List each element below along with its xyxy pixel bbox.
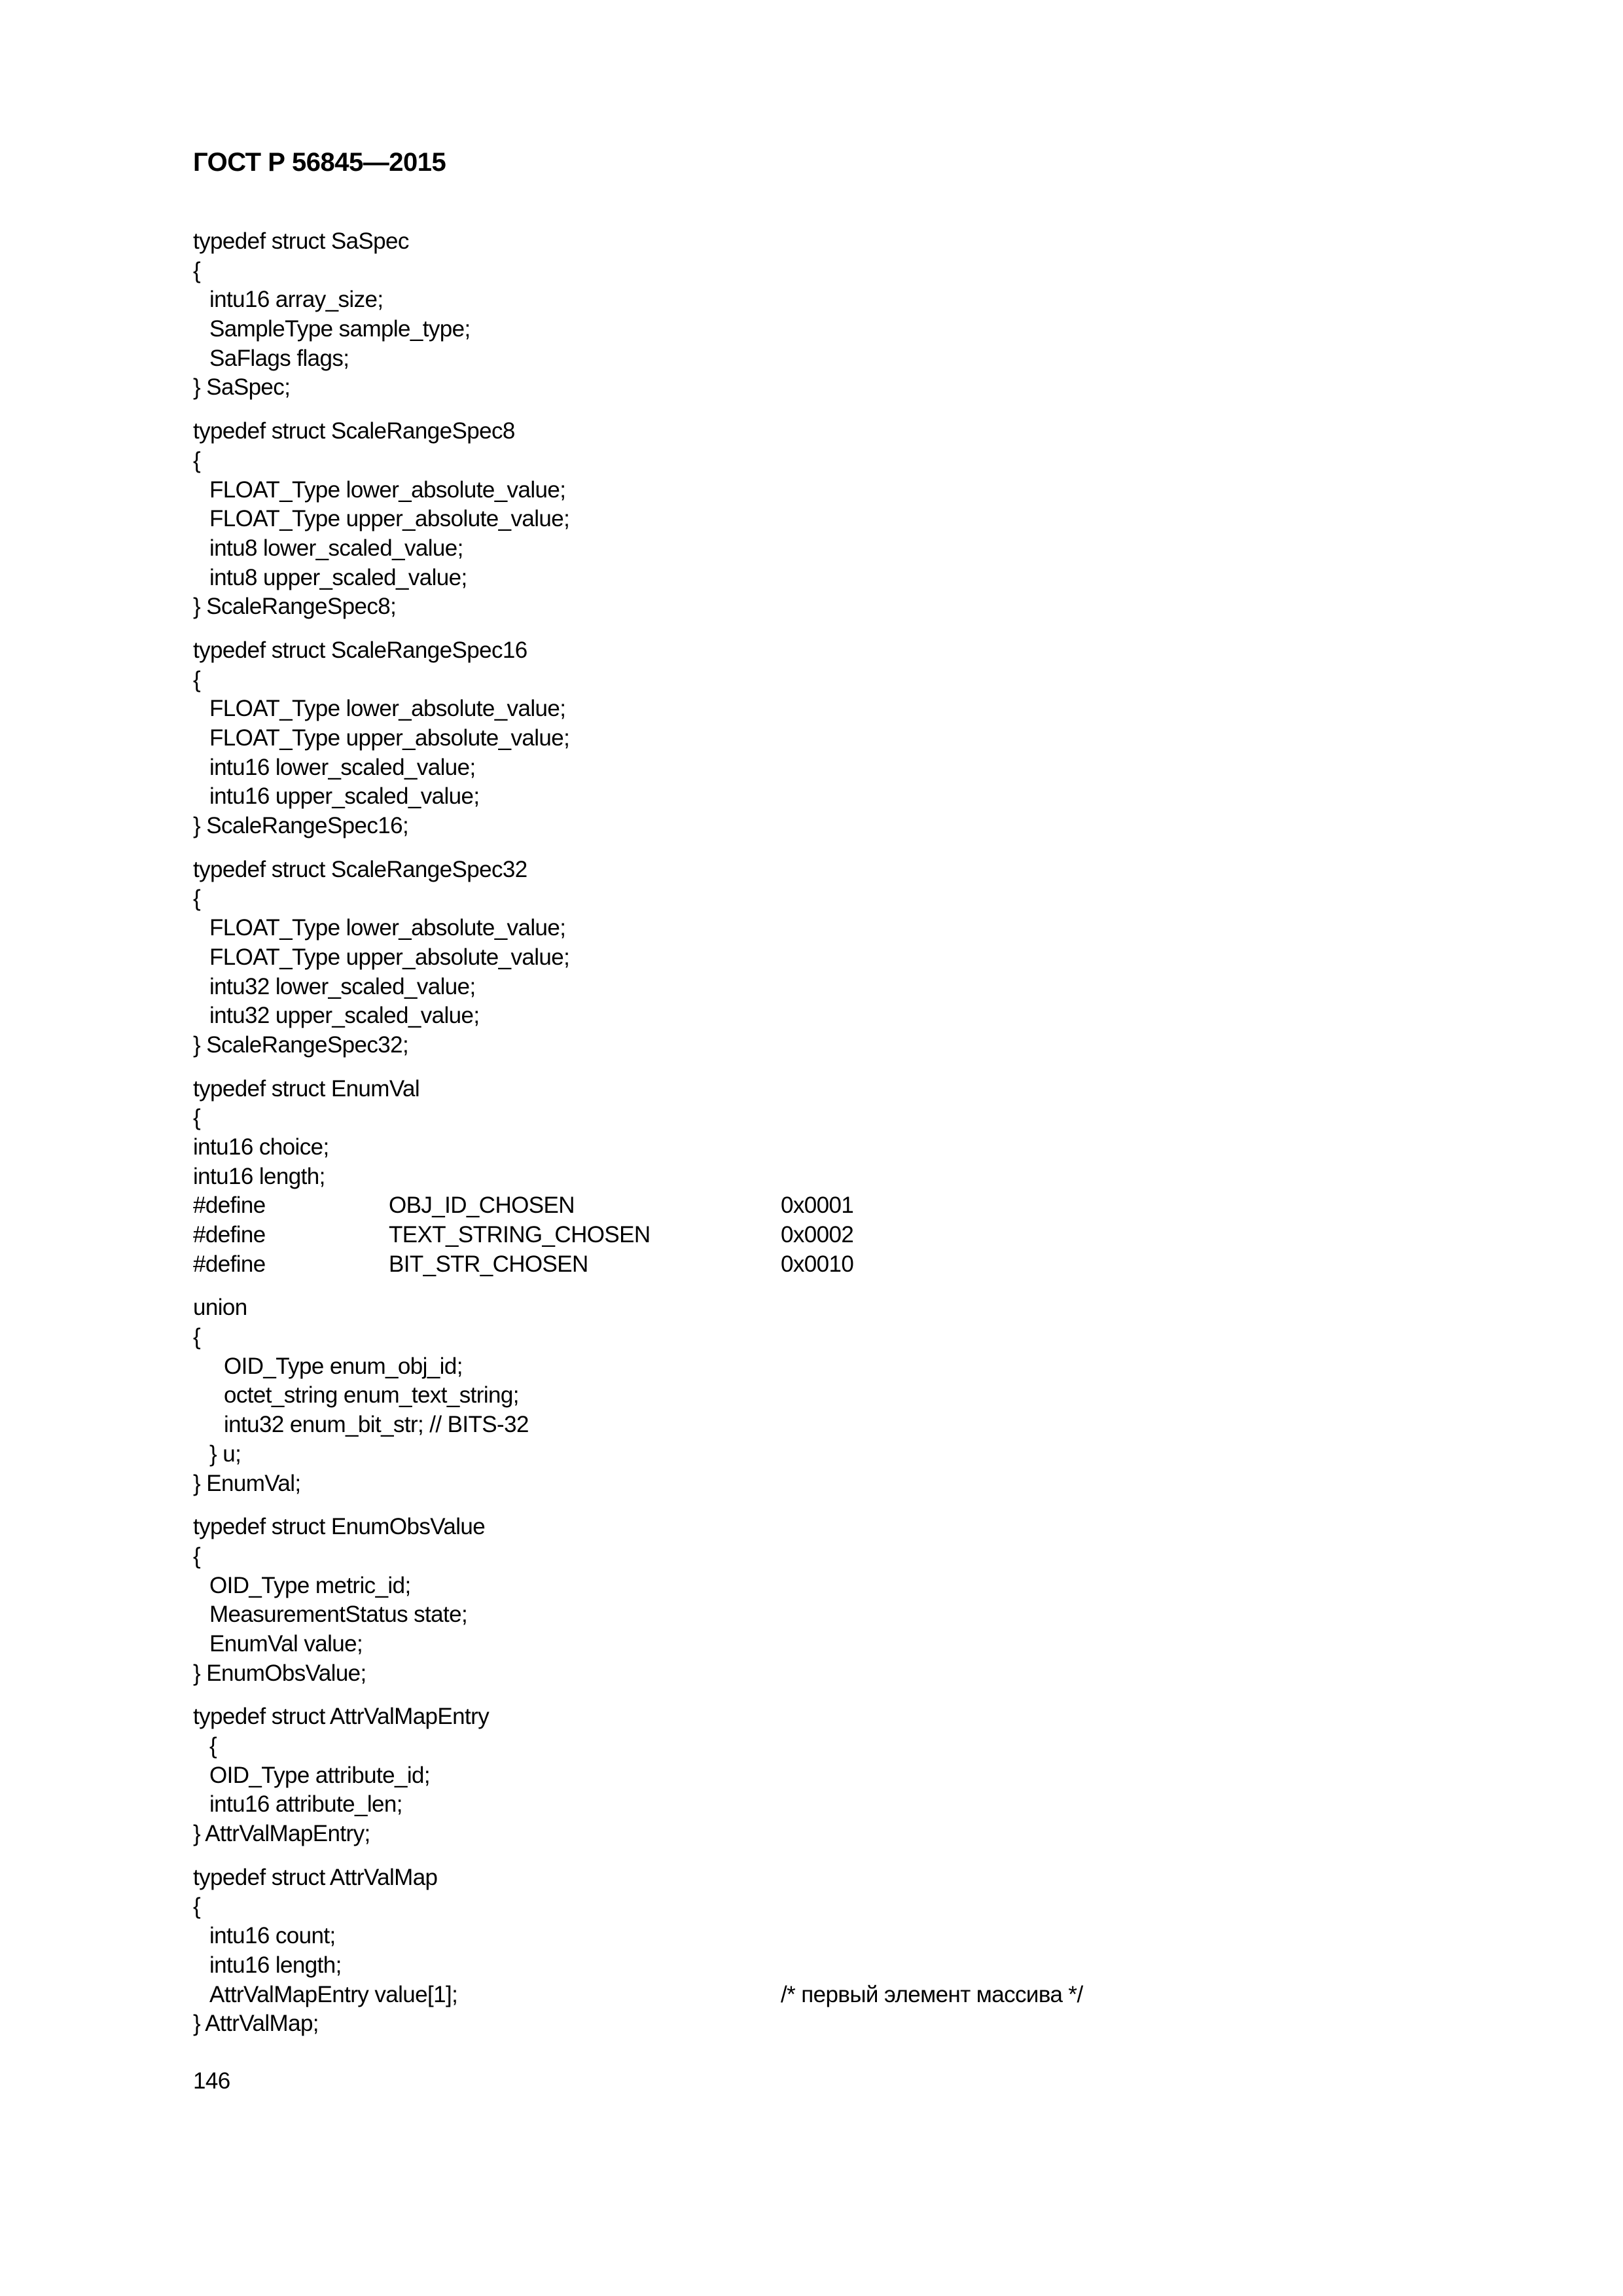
code-text: intu16 array_size;	[209, 287, 383, 313]
code-line	[193, 694, 569, 724]
code-line	[193, 884, 569, 914]
code-line	[193, 1410, 569, 1440]
code-line	[193, 1381, 569, 1410]
define-name: BIT_STR_CHOSEN	[389, 1251, 588, 1277]
code-block	[193, 417, 569, 622]
code-text: typedef struct EnumObsValue	[193, 1514, 486, 1540]
code-line	[193, 1162, 569, 1192]
code-text: OID_Type attribute_id;	[209, 1762, 430, 1788]
code-line	[193, 782, 569, 812]
code-text: intu16 length;	[209, 1952, 342, 1978]
code-line	[193, 417, 569, 446]
code-text: typedef struct EnumVal	[193, 1075, 420, 1102]
code-text: SampleType sample_type;	[209, 316, 471, 342]
code-line	[193, 914, 569, 943]
code-text: } AttrValMap;	[193, 2011, 319, 2037]
code-text: typedef struct ScaleRangeSpec16	[193, 637, 527, 663]
code-text: } ScaleRangeSpec8;	[193, 594, 397, 620]
code-line	[193, 534, 569, 564]
code-text: EnumVal value;	[209, 1630, 363, 1657]
code-text: FLOAT_Type upper_absolute_value;	[209, 725, 570, 751]
code-block	[193, 636, 569, 841]
code-line	[193, 1951, 569, 1981]
code-line	[193, 1221, 854, 1250]
code-text: intu16 upper_scaled_value;	[209, 783, 480, 810]
code-line	[193, 315, 569, 344]
code-text: FLOAT_Type lower_absolute_value;	[209, 696, 566, 722]
code-line	[193, 1323, 569, 1352]
code-text: } EnumObsValue;	[193, 1660, 366, 1686]
code-line	[193, 753, 569, 783]
code-line	[193, 1892, 569, 1922]
code-text: {	[193, 666, 201, 692]
code-block	[193, 1293, 569, 1498]
code-block	[193, 227, 569, 403]
code-line	[193, 285, 569, 315]
code-text: SaFlags flags;	[209, 345, 349, 371]
code-text: typedef struct SaSpec	[193, 228, 409, 254]
code-text: AttrValMapEntry value[1];	[209, 1981, 458, 2007]
code-line	[193, 1103, 569, 1133]
code-line	[193, 1820, 569, 1849]
code-line	[193, 1440, 569, 1469]
code-text: intu16 choice;	[193, 1134, 329, 1160]
code-text: OID_Type metric_id;	[209, 1572, 411, 1598]
code-text: {	[193, 447, 201, 473]
code-line	[193, 1600, 569, 1630]
code-line	[193, 2009, 569, 2039]
define-value: 0x0002	[781, 1222, 854, 1247]
define-keyword: #define	[193, 1251, 266, 1277]
code-block	[193, 1075, 854, 1280]
code-text: union	[193, 1295, 247, 1321]
code-text: {	[193, 257, 201, 283]
code-line	[193, 1191, 854, 1221]
code-line	[193, 724, 569, 753]
code-line	[193, 1075, 569, 1104]
code-line	[193, 564, 569, 593]
code-line	[193, 1761, 569, 1791]
code-line	[193, 1981, 1083, 2010]
code-line	[193, 1702, 569, 1732]
code-line	[193, 1513, 569, 1542]
code-text: FLOAT_Type upper_absolute_value;	[209, 944, 570, 970]
code-text: FLOAT_Type lower_absolute_value;	[209, 915, 566, 941]
code-listing	[193, 227, 1083, 2039]
code-text: {	[193, 1893, 201, 1920]
code-text: {	[193, 1543, 201, 1569]
define-keyword: #define	[193, 1193, 266, 1219]
code-line	[193, 636, 569, 666]
code-line	[193, 1250, 854, 1280]
code-line	[193, 1790, 569, 1820]
code-text: intu32 lower_scaled_value;	[209, 973, 476, 999]
code-text: intu32 upper_scaled_value;	[209, 1003, 480, 1029]
code-line	[193, 505, 569, 534]
code-line	[193, 344, 569, 374]
code-text: octet_string enum_text_string;	[224, 1382, 519, 1408]
code-line	[193, 446, 569, 476]
code-line	[193, 373, 569, 403]
code-comment: /* первый элемент массива */	[781, 1981, 1083, 2007]
code-text: {	[193, 1105, 201, 1131]
code-text: typedef struct AttrValMap	[193, 1864, 438, 1890]
code-line	[193, 227, 569, 257]
code-text: intu16 count;	[209, 1923, 336, 1949]
code-text: intu32 enum_bit_str; // BITS-32	[224, 1412, 529, 1438]
define-value: 0x0001	[781, 1193, 854, 1219]
code-text: {	[209, 1733, 217, 1759]
define-name: TEXT_STRING_CHOSEN	[389, 1222, 651, 1247]
code-line	[193, 1133, 569, 1162]
code-block	[193, 1513, 569, 1688]
code-text: } u;	[209, 1441, 241, 1467]
code-text: MeasurementStatus state;	[209, 1602, 468, 1628]
code-text: FLOAT_Type lower_absolute_value;	[209, 476, 566, 503]
code-line	[193, 1630, 569, 1659]
code-line	[193, 943, 569, 973]
code-line	[193, 1571, 569, 1601]
code-line	[193, 1001, 569, 1031]
code-line	[193, 812, 569, 841]
define-value: 0x0010	[781, 1251, 854, 1277]
code-text: OID_Type enum_obj_id;	[224, 1353, 463, 1379]
code-line	[193, 1922, 569, 1951]
code-line	[193, 1542, 569, 1571]
code-text: {	[193, 1324, 201, 1350]
code-text: } SaSpec;	[193, 374, 291, 401]
code-line	[193, 1863, 569, 1893]
code-block	[193, 855, 569, 1060]
code-text: } ScaleRangeSpec16;	[193, 813, 409, 839]
code-line	[193, 973, 569, 1002]
code-text: intu16 length;	[193, 1163, 325, 1189]
code-text: } AttrValMapEntry;	[193, 1821, 370, 1847]
code-text: typedef struct ScaleRangeSpec8	[193, 418, 515, 444]
code-line	[193, 1732, 569, 1761]
define-keyword: #define	[193, 1222, 266, 1247]
code-line	[193, 476, 569, 505]
code-text: intu16 lower_scaled_value;	[209, 754, 476, 780]
code-line	[193, 1469, 569, 1499]
code-text: FLOAT_Type upper_absolute_value;	[209, 506, 570, 532]
code-text: {	[193, 886, 201, 912]
code-text: } EnumVal;	[193, 1470, 301, 1496]
code-line	[193, 855, 569, 885]
code-text: intu8 upper_scaled_value;	[209, 564, 467, 590]
code-block	[193, 1863, 1083, 2039]
code-line	[193, 257, 569, 286]
code-line	[193, 1352, 569, 1382]
define-name: OBJ_ID_CHOSEN	[389, 1193, 575, 1219]
code-line	[193, 592, 569, 622]
code-block	[193, 1702, 569, 1848]
code-line	[193, 1293, 569, 1323]
code-line	[193, 1031, 569, 1060]
code-text: intu16 attribute_len;	[209, 1791, 402, 1818]
code-line	[193, 1659, 569, 1689]
code-text: typedef struct ScaleRangeSpec32	[193, 856, 527, 882]
document-header: ГОСТ Р 56845—2015	[193, 148, 446, 177]
code-line	[193, 666, 569, 695]
page-number: 146	[193, 2068, 230, 2094]
code-text: intu8 lower_scaled_value;	[209, 535, 463, 561]
code-text: typedef struct AttrValMapEntry	[193, 1704, 490, 1730]
code-text: } ScaleRangeSpec32;	[193, 1031, 409, 1058]
